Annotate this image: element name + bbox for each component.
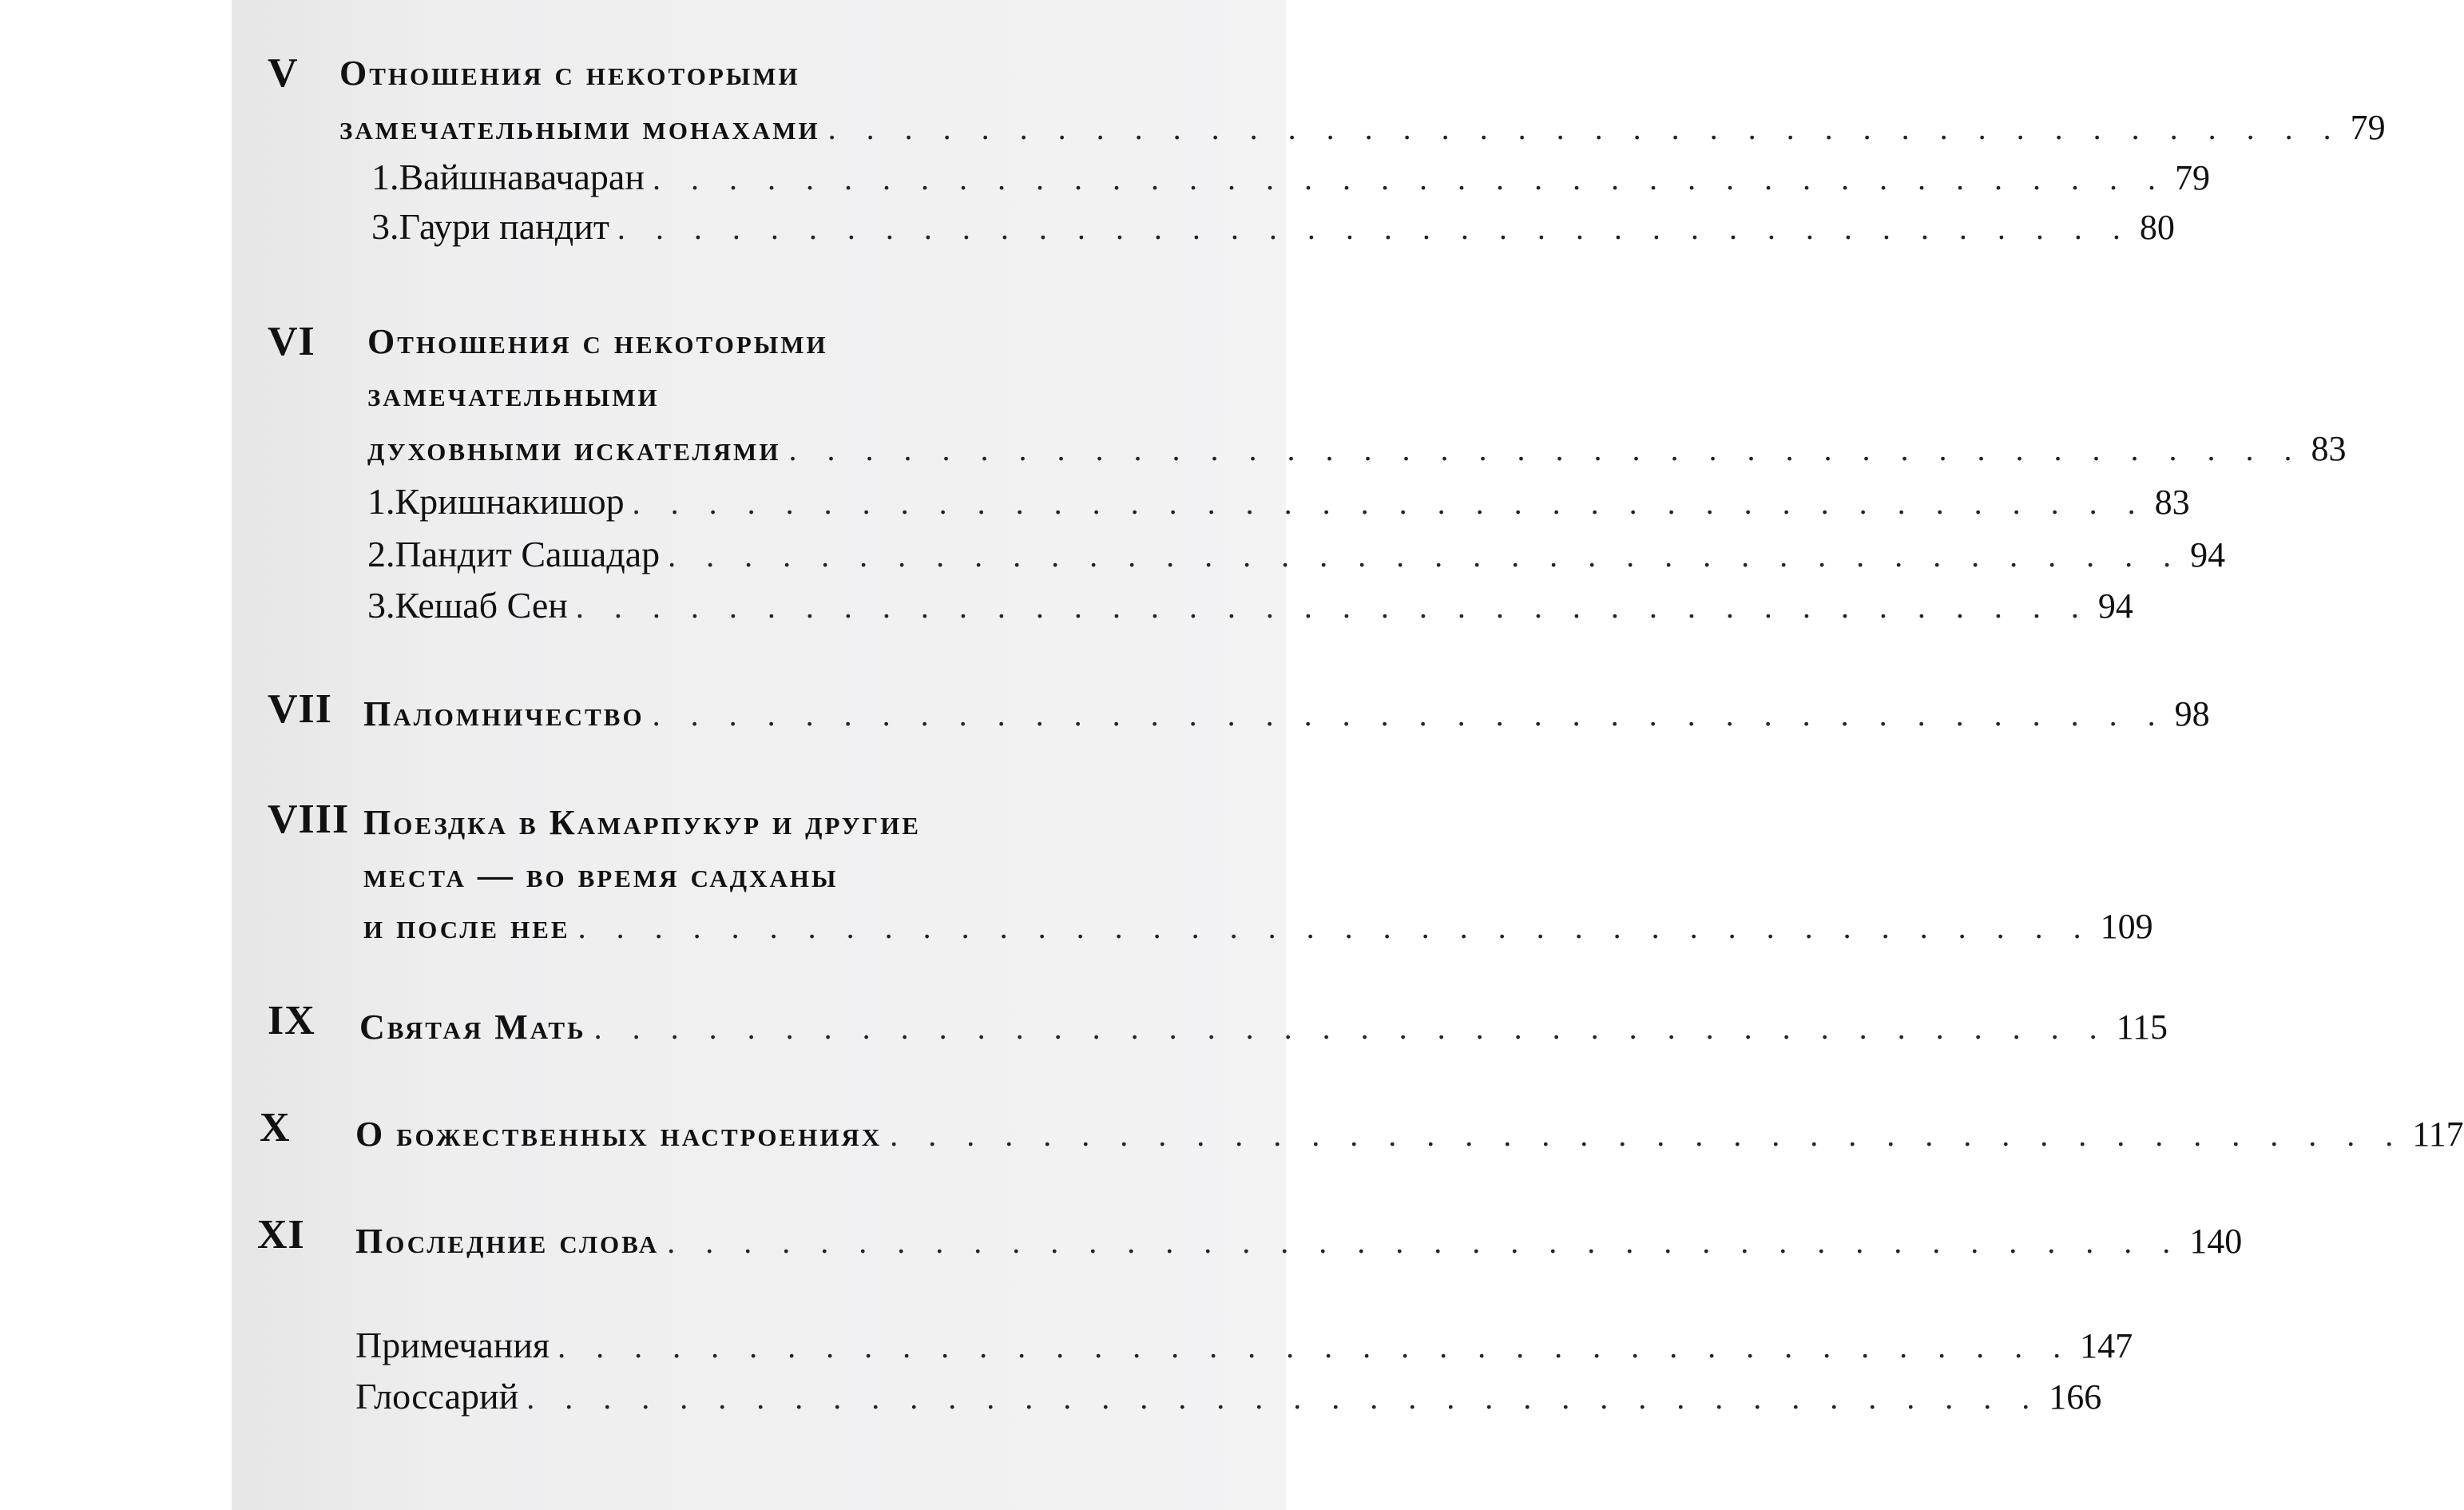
back-matter-title: Глоссарий bbox=[355, 1376, 519, 1417]
page-number: 98 bbox=[2174, 694, 2210, 733]
chapter-title-line: Отношения с некоторыми bbox=[367, 322, 828, 361]
chapter-title-line: замечательными bbox=[367, 375, 660, 414]
chapter-title-line: Святая Мать bbox=[359, 1007, 586, 1047]
dot-leader: . . . . . . . . . . . . . . . . . . . . . . . . . . . . . . . . . . . . . . . . bbox=[526, 1380, 2041, 1416]
subsection-number: 2. bbox=[367, 534, 395, 574]
page-number: 115 bbox=[2116, 1007, 2168, 1047]
page-number: 79 bbox=[2174, 158, 2210, 197]
back-matter-item bbox=[355, 1320, 2133, 1371]
page-number: 80 bbox=[2139, 208, 2175, 247]
dot-leader: . . . . . . . . . . . . . . . . . . . . . . . . . . . . . . . . . . . . . . . . bbox=[632, 485, 2147, 521]
book-page bbox=[232, 0, 2464, 1510]
dot-leader: . . . . . . . . . . . . . . . . . . . . . . . . . . . . . . . . . . . . . . . . bbox=[557, 1329, 2073, 1365]
chapter-title-line: и после нее bbox=[363, 907, 570, 946]
subsection-number: 3. bbox=[367, 585, 395, 626]
subsection-number: 1. bbox=[371, 157, 399, 197]
page-number: 83 bbox=[2154, 483, 2190, 522]
dot-leader: . . . . . . . . . . . . . . . . . . . . . . . . . . . . . . . . . . . . . . . . bbox=[577, 909, 2093, 945]
page-number: 94 bbox=[2097, 586, 2133, 626]
page-number: 94 bbox=[2190, 535, 2226, 574]
dot-leader: . . . . . . . . . . . . . . . . . . . . . . . . . . . . . . . . . . . . . . . . bbox=[827, 110, 2343, 146]
chapter-numeral: VII bbox=[268, 686, 333, 732]
dot-leader: . . . . . . . . . . . . . . . . . . . . . . . . . . . . . . . . . . . . . . . . bbox=[788, 431, 2303, 467]
chapter-numeral: V bbox=[268, 50, 299, 96]
chapter-title-line: Паломничество bbox=[363, 694, 645, 733]
dot-leader: . . . . . . . . . . . . . . . . . . . . . . . . . . . . . . . . . . . . . . . . bbox=[652, 697, 2167, 733]
subsection-number: 1. bbox=[367, 481, 395, 522]
subsection-item bbox=[367, 529, 2226, 580]
subsection-number: 3. bbox=[371, 206, 399, 247]
chapter-title-line: места — во время садханы bbox=[363, 856, 839, 895]
subsection-title: Кришнакишор bbox=[395, 481, 625, 522]
chapter-title-line: духовными искателями bbox=[367, 429, 781, 468]
chapter-title-line: О божественных настроениях bbox=[355, 1115, 883, 1154]
dot-leader: . . . . . . . . . . . . . . . . . . . . . . . . . . . . . . . . . . . . . . . . bbox=[617, 210, 2132, 246]
subsection-item bbox=[371, 201, 2175, 252]
page-number: 140 bbox=[2189, 1222, 2243, 1261]
subsection-title: Гаури пандит bbox=[399, 206, 609, 247]
dot-leader: . . . . . . . . . . . . . . . . . . . . . . . . . . . . . . . . . . . . . . . . bbox=[668, 538, 2183, 574]
page-number: 79 bbox=[2350, 108, 2386, 147]
subsection-item bbox=[367, 580, 2133, 631]
chapter-numeral: IX bbox=[268, 998, 315, 1043]
chapter-title-line: Отношения с некоторыми bbox=[339, 54, 800, 93]
chapter-numeral: VIII bbox=[268, 797, 350, 842]
back-matter-title: Примечания bbox=[355, 1325, 550, 1365]
page-number: 83 bbox=[2311, 429, 2347, 468]
table-of-contents bbox=[232, 0, 2464, 1510]
chapter-title-line: Поездка в Камарпукур и другие bbox=[363, 803, 921, 842]
page-number: 117 bbox=[2412, 1115, 2464, 1154]
chapter-title-line: Последние слова bbox=[355, 1222, 660, 1261]
page-number: 109 bbox=[2100, 907, 2153, 946]
dot-leader: . . . . . . . . . . . . . . . . . . . . . . . . . . . . . . . . . . . . . . . . bbox=[652, 161, 2167, 197]
dot-leader: . . . . . . . . . . . . . . . . . . . . . . . . . . . . . . . . . . . . . . . . bbox=[890, 1117, 2405, 1153]
back-matter-item bbox=[355, 1371, 2102, 1422]
subsection-item bbox=[371, 152, 2210, 203]
page-number: 166 bbox=[2049, 1377, 2102, 1417]
dot-leader: . . . . . . . . . . . . . . . . . . . . . . . . . . . . . . . . . . . . . . . . bbox=[593, 1010, 2109, 1046]
subsection-item bbox=[367, 476, 2190, 527]
page-number: 147 bbox=[2080, 1326, 2133, 1365]
chapter-numeral: VI bbox=[268, 319, 315, 364]
chapter-title-line: замечательными монахами bbox=[339, 108, 820, 147]
subsection-title: Пандит Сашадар bbox=[395, 534, 661, 574]
subsection-title: Кешаб Сен bbox=[395, 585, 568, 626]
dot-leader: . . . . . . . . . . . . . . . . . . . . . . . . . . . . . . . . . . . . . . . . bbox=[667, 1224, 2182, 1260]
chapter-numeral: X bbox=[260, 1105, 291, 1150]
dot-leader: . . . . . . . . . . . . . . . . . . . . . . . . . . . . . . . . . . . . . . . . bbox=[575, 589, 2090, 625]
subsection-title: Вайшнавачаран bbox=[399, 157, 645, 197]
chapter-numeral: XI bbox=[257, 1212, 305, 1258]
